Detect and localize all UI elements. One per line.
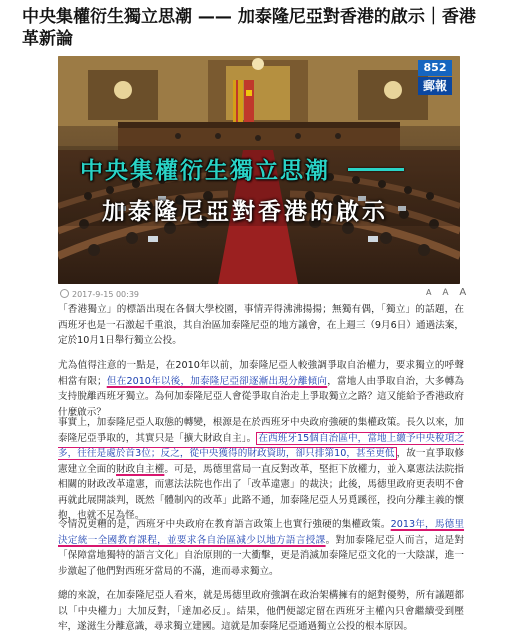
- paragraph-3: [58, 415, 464, 524]
- 852-post-logo: [418, 60, 452, 96]
- font-size-medium[interactable]: A: [442, 288, 449, 298]
- paragraph-3-text-e: 。可是，馬德里當局一直反對改革，堅拒下放權力，並入稟憲法法院指相關的財政改革違憲，而憲法法院也作出了「改革違憲」的裁決；此後，馬德里政府更表明不會再就此展開談判，既然「體制內的改革」此路不通，加泰隆尼亞人另覓蹊徑，投向分離主義的懷抱，也就不足為怪。: [58, 463, 465, 521]
- clock-icon: [60, 289, 69, 298]
- highlight-fiscal-autonomy: 財政自主權: [116, 463, 165, 475]
- hero-headline-line2: 加泰隆尼亞對香港的啟示: [102, 199, 388, 225]
- highlight-separatism-trend: 但在2010年以後，加泰隆尼亞卻逐漸出現分離傾向: [106, 375, 328, 387]
- publish-date: [60, 289, 139, 299]
- logo-number: 852: [418, 60, 452, 76]
- paragraph-2: [58, 358, 464, 420]
- article-title: 中央集權衍生獨立思潮 —— 加泰隆尼亞對香港的啟示｜香港革新論: [22, 7, 476, 49]
- paragraph-4-text-a: 令情況更糟的是，西班牙中央政府在教育語言政策上也實行強硬的集權政策。: [58, 519, 391, 530]
- paragraph-5: 總的來說，在加泰隆尼亞人看來，就是馬德里政府強調在政治架構擁有的絕對優勢，所有議題都以「中央權力」大加反對，「達加必反」。結果，他們便認定留在西班牙主權內只會繼續受到壓牢，遂滋生分離意識，尋求獨立建國。這就是加泰隆尼亞通過獨立公投的根本原因。: [58, 590, 464, 632]
- highlight-tax-ranking: 在西班牙15個自治區中，當地上繳予中央稅項之多，往往是處於首3位；反之，從中央獲得的財政資助，卻只排第10，甚至更低: [58, 432, 464, 459]
- hero-headline-dash: [348, 168, 404, 171]
- paragraph-4: [58, 517, 464, 579]
- paragraph-2-text-a: 尤為值得注意的一點是，在2010年以前，加泰隆尼亞人較強調爭取自治權力，要求獨立的呼聲相當有限；: [58, 360, 464, 387]
- date-text: 2017-9-15 00:39: [72, 290, 139, 299]
- paragraph-1: 「香港獨立」的標語出現在各個大學校園，事情弄得沸沸揚揚；無獨有偶，「獨立」的話題，在西班牙也是一石激起千重浪，其自治區加泰隆尼亞的地方議會，在上週三（9月6日）通過法案，定於10月1日舉行獨立公投。: [58, 304, 464, 346]
- highlight-education-policy: 2013年，馬德里決定統一全國教育課程，並要求各自治區減少以地方語言授課: [58, 519, 465, 546]
- paragraph-3-text-c: ，故一直爭取修憲建立全面的: [58, 448, 465, 475]
- paragraph-2-text-c: ，當地人由爭取自治，大多轉為支持脫離西班牙獨立。為何加泰隆尼亞人會從爭取自治走上爭取獨立之路？這又能給予香港政府什麼啟示？: [58, 375, 465, 418]
- hero-headline-line1: 中央集權衍生獨立思潮: [80, 158, 330, 184]
- logo-text: 郵報: [418, 77, 452, 95]
- font-size-small[interactable]: A: [426, 288, 432, 297]
- paragraph-3-text-a: 事實上，加泰隆尼亞人取態的轉變，根源是在於西班牙中央政府強硬的集權政策。長久以來，加泰隆尼亞爭取的，其實只是「擴大財政自主」。: [58, 417, 464, 444]
- font-size-large[interactable]: A: [459, 287, 467, 298]
- hero-image: [58, 56, 460, 284]
- paragraph-4-text-c: 。對加泰隆尼亞人而言，這是對「保障當地獨特的語言文化」自治原則的一大衝擊，更是消滅加泰隆尼亞文化的一大陰謀，進一步激起了他們對西班牙當局的不滿，進而尋求獨立。: [58, 534, 465, 577]
- font-size-controls: [418, 287, 466, 298]
